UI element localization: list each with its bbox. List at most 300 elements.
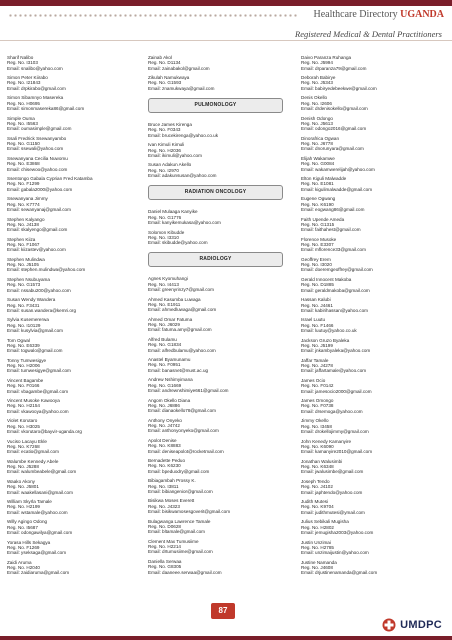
registration-number: Reg. No. F3431 xyxy=(7,302,40,308)
practitioner-name: Clement Max Tumusiime xyxy=(148,538,199,544)
practitioner-name: Simon Peter Kiirabo xyxy=(7,75,48,81)
practitioner-email: Email: banasnet@must.ac.ug xyxy=(148,367,209,373)
practitioner-entry xyxy=(301,176,446,192)
practitioner-name: Zainab Akol xyxy=(148,55,173,60)
registration-number: Reg. No. J6886 xyxy=(148,402,180,408)
practitioner-entry xyxy=(148,478,283,494)
practitioner-name: Faith Upende Ameda xyxy=(301,216,345,222)
practitioner-entry xyxy=(7,156,137,172)
practitioner-entry xyxy=(301,418,446,434)
practitioner-email: Email: ecatio@gmail.com xyxy=(7,449,59,455)
practitioner-email: Email: japhtendo@yahoo.com xyxy=(301,489,363,495)
practitioner-entry xyxy=(148,559,283,575)
practitioner-entry xyxy=(301,439,446,455)
registration-number: Reg. No. I5687 xyxy=(7,524,38,530)
practitioner-email: Email: jwalusimbe@gmail.com xyxy=(301,469,364,475)
practitioner-name: Elijah Wakamwe xyxy=(301,155,335,161)
registration-number: Reg. No. J5105 xyxy=(7,262,39,268)
registration-number: Reg. No. K7268 xyxy=(7,443,40,449)
practitioner-entry xyxy=(301,459,446,475)
practitioner-name: Jackson Gruzo Byaleka xyxy=(301,337,350,343)
registration-number: Reg. No. K6090 xyxy=(301,443,334,449)
registration-number: Reg. No. F1067 xyxy=(7,241,40,247)
practitioner-entry xyxy=(301,237,446,253)
practitioner-email: Email: kabirihassan@yahoo.com xyxy=(301,307,368,313)
practitioner-entry xyxy=(148,418,283,434)
logo-text: UMDPC xyxy=(400,619,442,631)
practitioner-entry xyxy=(7,176,137,192)
practitioner-entry xyxy=(148,55,283,71)
practitioner-entry xyxy=(148,209,283,225)
practitioner-name: Deborah Babirye xyxy=(301,75,336,81)
practitioner-name: John Kenedy Kamanyire xyxy=(301,438,352,444)
practitioner-name: Stephen Kalyango xyxy=(7,216,45,222)
practitioner-email: Email: geraldmakoba@gmail.com xyxy=(301,287,370,293)
practitioner-name: Stephen Mulindwa xyxy=(7,256,45,262)
practitioner-email: Email: susan.wandera@kemri.org xyxy=(7,307,77,313)
page-number: 87 xyxy=(211,603,235,619)
registration-number: Reg. No. E3868 xyxy=(7,161,40,167)
registration-number: Reg. No. J4461 xyxy=(301,302,333,308)
registration-number: Reg. No. K6230 xyxy=(148,463,181,469)
practitioner-name: Ssewanyana Cecilia Nuwomu xyxy=(7,155,68,161)
practitioner-entry xyxy=(7,540,137,556)
practitioner-entry xyxy=(301,479,446,495)
practitioner-email: Email: babiryedebeekwe@gmail.com xyxy=(301,85,377,91)
practitioner-email: Email: wakamwerelijah@yahoo.com xyxy=(301,166,375,172)
registration-number: Reg. No. G0084 xyxy=(301,161,335,167)
registration-number: Reg. No. J6778 xyxy=(301,141,333,147)
practitioner-entry xyxy=(148,438,283,454)
practitioner-entry xyxy=(7,55,137,71)
registration-number: Reg. No. F1466 xyxy=(301,322,334,328)
practitioner-entry xyxy=(301,156,446,172)
practitioner-entry xyxy=(148,317,283,333)
practitioner-entry xyxy=(148,377,283,393)
registration-number: Reg. No. D1885 xyxy=(301,282,334,288)
practitioner-entry xyxy=(301,519,446,535)
practitioner-name: Stephen Nsubuyama xyxy=(7,277,50,283)
practitioner-entry xyxy=(301,277,446,293)
practitioner-entry xyxy=(7,418,137,434)
practitioner-name: Denis Okello xyxy=(301,95,328,101)
specialty-heading: RADIOLOGY xyxy=(148,252,283,267)
bottom-accent-bar xyxy=(0,636,452,640)
practitioner-name: Sylvia Kusemererwa xyxy=(7,317,49,323)
practitioner-email: Email: odongawilya@gmail.com xyxy=(7,529,73,535)
practitioner-name: Simon Sibamnyo Masereka xyxy=(7,95,64,101)
practitioner-email: Email: ssewali@yahoo.com xyxy=(7,146,64,152)
registration-number: Reg. No. F0142 xyxy=(301,383,334,389)
practitioner-name: Bibiagambah Prossy K. xyxy=(148,478,196,484)
column-1 xyxy=(7,55,137,580)
practitioner-name: Sharif Nalibo xyxy=(7,55,34,60)
practitioner-name: Vincent Musoke Kawooya xyxy=(7,398,60,404)
practitioner-name: Alfred Bulamu xyxy=(148,336,177,342)
practitioner-email: Email: kusylvia@gmail.com xyxy=(7,328,63,334)
practitioner-email: Email: simonmasereka86@gmail.com xyxy=(7,105,85,111)
registration-number: Reg. No. G1669 xyxy=(148,382,182,388)
registration-number: Reg. No. J5199 xyxy=(301,342,333,348)
practitioner-name: Willy Agingo Odong xyxy=(7,519,48,525)
practitioner-email: Email: judithmutesi@ymail.com xyxy=(301,509,365,515)
registration-number: Reg. No. I4413 xyxy=(148,281,179,287)
practitioner-email: Email: chisewoo@yahoo.com xyxy=(7,166,68,172)
column-3 xyxy=(301,55,446,580)
registration-number: Reg. No. K6348 xyxy=(301,464,334,470)
practitioner-email: Email: walumbeabele@gmail.com xyxy=(7,469,77,475)
practitioner-entry xyxy=(7,75,137,91)
registration-number: Reg. No. H2199 xyxy=(7,504,40,510)
practitioner-name: Vincent Bagambe xyxy=(7,378,44,383)
practitioner-name: Susan Adakun Akello xyxy=(148,162,192,168)
registration-number: Reg. No. D0628 xyxy=(148,523,181,529)
practitioner-entry xyxy=(148,75,283,91)
practitioner-name: Julius Sebikali Mugisha xyxy=(301,519,349,525)
practitioner-name: Ssali Fredrick Ssewanyambo xyxy=(7,135,67,141)
practitioner-email: Email: eogwang86@gmail.com xyxy=(301,206,365,212)
practitioner-email: Email: mflorence33@gmail.com xyxy=(301,247,366,253)
registration-number: Reg. No. K7774 xyxy=(7,201,40,207)
practitioner-name: Ssewanyana Jimmy xyxy=(7,196,48,202)
practitioner-email: Email: ahmedluwaga@gmail.com xyxy=(148,307,217,313)
registration-number: Reg. No. K9704 xyxy=(301,504,334,510)
practitioner-email: Email: znamukwaya@gmail.com xyxy=(148,85,215,91)
practitioner-entry xyxy=(148,539,283,555)
registration-number: Reg. No. I3020 xyxy=(301,262,332,268)
practitioner-email: Email: fatuma.amy@gmail.com xyxy=(148,327,212,333)
registration-number: Reg. No. J4278 xyxy=(301,363,333,369)
practitioner-entry xyxy=(301,499,446,515)
practitioner-entry xyxy=(301,560,446,576)
registration-number: Reg. No. I21843 xyxy=(7,80,41,86)
practitioner-email: Email: odongo2016@gmail.com xyxy=(301,126,367,132)
registration-number: Reg. No. H2036 xyxy=(148,147,181,153)
registration-number: Reg. No. J5288 xyxy=(7,464,39,470)
practitioner-email: Email: brucekirenga@yahoo.co.uk xyxy=(148,132,219,138)
practitioner-entry xyxy=(7,196,137,212)
directory-title-accent: UGANDA xyxy=(400,9,444,20)
practitioner-email: Email: sewanyanaj@gmail.com xyxy=(7,206,71,212)
practitioner-email: Email: zaidiaruma@gmail.com xyxy=(7,570,70,576)
practitioner-email: Email: nssabu200@yahoo.com xyxy=(7,287,71,293)
registration-number: Reg. No. I2970 xyxy=(148,167,179,173)
logo-mark-icon xyxy=(382,618,396,632)
practitioner-email: Email: alfredbulamu@yahoo.com xyxy=(148,347,216,353)
practitioner-name: Justine Namanda xyxy=(301,559,337,565)
registration-number: Reg. No. G1573 xyxy=(7,282,41,288)
registration-number: Reg. No. H2785 xyxy=(301,544,334,550)
practitioner-name: Solomon Kibudde xyxy=(148,229,185,235)
practitioner-entry xyxy=(7,257,137,273)
practitioner-email: Email: jaffartamale@yahoo.com xyxy=(301,368,367,374)
practitioner-name: Jonathan Walusimbi xyxy=(301,458,343,464)
practitioner-entry xyxy=(148,398,283,414)
practitioner-entry xyxy=(301,297,446,313)
registration-number: Reg. No. F0738 xyxy=(301,403,334,409)
practitioner-entry xyxy=(148,230,283,246)
registration-number: Reg. No. J5994 xyxy=(301,60,333,66)
practitioner-name: Bernadette Peduo xyxy=(148,458,186,464)
practitioner-entry xyxy=(7,560,137,576)
practitioner-name: Andrew Nshimyimana xyxy=(148,377,193,383)
practitioner-entry xyxy=(7,398,137,414)
practitioner-entry xyxy=(7,95,137,111)
practitioner-name: Joseph Tendo xyxy=(301,478,330,484)
practitioner-email: Email: dianaokello78@gmail.com xyxy=(148,408,216,414)
practitioner-email: Email: unzimaijustin@yahoo.com xyxy=(301,550,369,556)
practitioner-email: Email: jnkambyaleka@yahoo.com xyxy=(301,348,371,354)
top-accent-bar xyxy=(0,0,452,6)
specialty-heading: RADIATION ONCOLOGY xyxy=(148,185,283,200)
registration-number: Reg. No. H0695 xyxy=(7,100,40,106)
registration-number: Reg. No. J4138 xyxy=(7,221,39,227)
practitioner-entry xyxy=(301,378,446,394)
practitioner-entry xyxy=(7,297,137,313)
dotted-rule xyxy=(8,14,298,17)
practitioner-entry xyxy=(7,499,137,515)
registration-number: Reg. No. G1593 xyxy=(148,80,182,86)
practitioner-email: Email: tumwesigye@gmail.com xyxy=(7,368,71,374)
practitioner-name: Daniella Serwaa xyxy=(148,559,182,565)
practitioner-email: Email: adakunsusan@yahoo.com xyxy=(148,173,217,179)
practitioner-name: Simple Ouma xyxy=(7,115,35,121)
practitioner-entry xyxy=(148,357,283,373)
practitioner-name: Zaidi Aruma xyxy=(7,559,32,565)
practitioner-email: Email: bibiangenior@gmail.com xyxy=(148,488,213,494)
practitioner-entry xyxy=(148,142,283,158)
practitioner-name: Tonny Tumwesigye xyxy=(7,357,47,363)
registration-number: Reg. No. G1776 xyxy=(148,214,182,220)
practitioner-name: Judith Mutesi xyxy=(301,499,329,505)
practitioner-entry xyxy=(148,297,283,313)
registration-number: Reg. No. I10129 xyxy=(7,322,41,328)
practitioner-name: Florence Musoke xyxy=(301,236,337,242)
practitioner-entry xyxy=(301,540,446,556)
practitioner-email: Email: kiizastev@yahoo.com xyxy=(7,247,66,253)
practitioner-entry xyxy=(148,337,283,353)
column-2 xyxy=(148,55,283,579)
registration-number: Reg. No. F1269 xyxy=(7,544,40,550)
practitioner-entry xyxy=(301,196,446,212)
registration-number: Reg. No. H2040 xyxy=(7,564,40,570)
practitioner-entry xyxy=(301,358,446,374)
practitioner-name: Waako Akony xyxy=(7,478,35,484)
registration-number: Reg. No. K6190 xyxy=(301,201,334,207)
practitioner-email: Email: ikimuli@yahoo.com xyxy=(148,152,202,158)
practitioner-entry xyxy=(301,75,446,91)
practitioner-name: William Skyrla Tamale xyxy=(7,499,52,505)
practitioner-entry xyxy=(7,479,137,495)
practitioner-entry xyxy=(7,317,137,333)
practitioner-name: Vuciso Lacayu Ekle xyxy=(7,438,47,444)
registration-number: Reg. No. E3307 xyxy=(301,241,334,247)
registration-number: Reg. No. K8883 xyxy=(148,443,181,449)
practitioner-name: Jaffar Tamale xyxy=(301,357,329,363)
registration-number: Reg. No. G1834 xyxy=(148,342,182,348)
registration-number: Reg. No. I3811 xyxy=(148,483,179,489)
registration-number: Reg. No. J5613 xyxy=(301,120,333,126)
practitioner-email: Email: bltamale@gmail.com xyxy=(148,529,205,535)
practitioner-entry xyxy=(7,136,137,152)
practitioner-name: Elton Kiguli Malwadde xyxy=(301,176,347,182)
practitioner-email: Email: gabala2000@yahoo.com xyxy=(7,186,73,192)
practitioner-entry xyxy=(301,257,446,273)
practitioner-email: Email: deniseapolot@rocketmail.com xyxy=(148,448,224,454)
practitioner-email: Email: yseksaga@gmail.com xyxy=(7,550,67,556)
practitioner-entry xyxy=(148,498,283,514)
header-divider xyxy=(0,40,452,41)
practitioner-email: Email: drdenisokello@gmail.com xyxy=(301,105,368,111)
practitioner-entry xyxy=(7,459,137,475)
practitioner-name: Ssentongo Gabala Cyprian Fred Katamba xyxy=(7,176,93,182)
practitioner-email: Email: skibudde@yahoo.com xyxy=(148,240,208,246)
page-subtitle: Registered Medical & Dental Practitioners xyxy=(295,29,442,39)
practitioner-entry xyxy=(7,439,137,455)
practitioner-name: Yorasa Hills Sekagya xyxy=(7,539,51,545)
registration-number: Reg. No. J5801 xyxy=(7,484,39,490)
practitioner-email: Email: snalibo@yahoo.com xyxy=(7,65,63,71)
registration-number: Reg. No. J4608 xyxy=(301,564,333,570)
practitioner-entry xyxy=(301,338,446,354)
practitioner-name: James Omongo xyxy=(301,398,334,404)
registration-number: Reg. No. J4323 xyxy=(148,503,180,509)
practitioner-email: Email: vkawooya@yahoo.com xyxy=(7,408,69,414)
registration-number: Reg. No. I3458 xyxy=(301,423,332,429)
registration-number: Reg. No. H2006 xyxy=(7,363,40,369)
practitioner-email: Email: waakellasani@gmail.com xyxy=(7,489,73,495)
practitioner-email: Email: oumasimple@gmail.com xyxy=(7,126,72,132)
practitioner-name: Bulagwanga Lawrence Tamale xyxy=(148,518,211,524)
practitioner-name: Jimmy Okello xyxy=(301,418,329,424)
practitioner-name: Apolot Denise xyxy=(148,437,177,443)
practitioner-name: James Ocio xyxy=(301,378,326,383)
practitioner-entry xyxy=(7,358,137,374)
practitioner-email: Email: drtumusiime@gmail.com xyxy=(148,549,213,555)
practitioner-entry xyxy=(301,398,446,414)
practitioner-email: Email: zainabakol@gmail.com xyxy=(148,65,210,71)
practitioner-email: Email: luutuy@yahoo.co.uk xyxy=(301,328,357,334)
registration-number: Reg. No. I2606 xyxy=(301,100,332,106)
practitioner-name: Tom Ogwal xyxy=(7,337,30,343)
practitioner-email: Email: dnorunyara@gmail.com xyxy=(301,146,364,152)
practitioner-name: Zikulah Namukwaya xyxy=(148,75,190,81)
registration-number: Reg. No. I5563 xyxy=(7,120,38,126)
practitioner-entry xyxy=(148,458,283,474)
practitioner-name: Bisikwa Moses Everett xyxy=(148,498,195,504)
practitioner-email: Email: kigulimalwadde@gmail.com xyxy=(301,186,373,192)
directory-title xyxy=(313,9,444,20)
practitioner-email: Email: stephen.mulindwa@yahoo.com xyxy=(7,267,86,273)
practitioner-entry xyxy=(301,55,446,71)
practitioner-name: Anastel Byamunamu xyxy=(148,357,191,363)
practitioner-name: Violet Korutaro xyxy=(7,418,38,424)
practitioner-email: Email: drparanza79@gmail.com xyxy=(301,65,367,71)
practitioner-name: Walumbe Kennedy Abele xyxy=(7,458,59,464)
practitioner-name: Ahmed Kasumba Luwaga xyxy=(148,296,201,302)
registration-number: Reg. No. D1134 xyxy=(148,60,181,66)
practitioner-name: Ahmed Omar Fatuma xyxy=(148,316,193,322)
practitioner-entry xyxy=(7,237,137,253)
directory-title-prefix: Healthcare Directory xyxy=(313,9,398,20)
practitioner-email: Email: togwalo@gmail.com xyxy=(7,348,63,354)
practitioner-name: Angom Okello Diana xyxy=(148,397,191,403)
registration-number: Reg. No. J5343 xyxy=(301,80,333,86)
registration-number: Reg. No. E1911 xyxy=(148,301,181,307)
practitioner-email: Email: bpeduodry@gmail.com xyxy=(148,468,210,474)
practitioner-email: Email: wstamale@yahoo.com xyxy=(7,509,68,515)
registration-number: Reg. No. H3025 xyxy=(7,423,40,429)
practitioner-name: Justin Unzimai xyxy=(301,539,331,545)
practitioner-name: Agnes Kyomuhangi xyxy=(148,276,188,282)
practitioner-email: Email: anthonyonyeko@gmail.com xyxy=(148,428,219,434)
practitioner-name: Stephen Kiiza xyxy=(7,236,36,242)
registration-number: Reg. No. J6029 xyxy=(148,322,180,328)
practitioner-entry xyxy=(148,162,283,178)
practitioner-name: Geoffrey Erem xyxy=(301,256,331,262)
practitioner-entry xyxy=(7,519,137,535)
registration-number: Reg. No. F0343 xyxy=(148,127,181,133)
practitioner-name: Israel Luutu xyxy=(301,317,326,323)
practitioner-entry xyxy=(301,317,446,333)
practitioner-email: Email: jemugisha2003@yahoo.com xyxy=(301,529,374,535)
practitioner-email: Email: drsemoga@yahoo.com xyxy=(301,408,363,414)
practitioner-entry xyxy=(7,378,137,394)
practitioner-name: Hassan Kalubi xyxy=(301,297,331,303)
practitioner-email: Email: doeremgeoffrey@gmail.com xyxy=(301,267,373,273)
registration-number: Reg. No. I3310 xyxy=(148,234,179,240)
practitioner-entry xyxy=(301,217,446,233)
practitioner-name: Dinorafrica Ogwan xyxy=(301,135,340,141)
practitioner-email: Email: drokellojimmy@gmail.com xyxy=(301,428,369,434)
registration-number: Reg. No. G1315 xyxy=(301,221,335,227)
registration-number: Reg. No. H2802 xyxy=(301,524,334,530)
registration-number: Reg. No. E6339 xyxy=(7,342,40,348)
practitioner-entry xyxy=(148,122,283,138)
practitioner-email: Email: skalyengo@gmail.com xyxy=(7,227,68,233)
practitioner-entry xyxy=(7,338,137,354)
practitioner-email: Email: greenyrinzy7@gmail.com xyxy=(148,287,214,293)
practitioner-entry xyxy=(7,277,137,293)
registration-number: Reg. No. J4742 xyxy=(148,423,180,429)
registration-number: Reg. No. F0951 xyxy=(148,362,181,368)
registration-number: Reg. No. J4102 xyxy=(301,484,333,490)
practitioner-email: Email: drjustinenamanda@gmail.com xyxy=(301,570,378,576)
specialty-heading: PULMONOLOGY xyxy=(148,98,283,113)
practitioner-entry xyxy=(148,276,283,292)
practitioner-name: Gerald Innocent Makoba xyxy=(301,277,352,283)
registration-number: Reg. No. H2154 xyxy=(7,403,40,409)
practitioner-email: Email: andrewnshimiye661@gmail.com xyxy=(148,387,229,393)
practitioner-email: Email: vbagambe@gmail.com xyxy=(7,388,69,394)
practitioner-email: Email: drpkirabo@gmail.com xyxy=(7,85,66,91)
registration-number: Reg. No. I3103 xyxy=(7,60,38,66)
practitioner-email: Email: vkorutaro@bayvir-uganda.org xyxy=(7,428,82,434)
practitioner-entry xyxy=(301,116,446,132)
practitioner-entry xyxy=(7,217,137,233)
practitioner-name: Susan Wendy Wandera xyxy=(7,297,56,303)
practitioner-email: Email: kamanyire2010@gmail.com xyxy=(301,449,373,455)
registration-number: Reg. No. F1299 xyxy=(7,181,40,187)
practitioner-name: Eugene Ogwang xyxy=(301,196,336,202)
practitioner-email: Email: faithahest@gmail.com xyxy=(301,227,361,233)
registration-number: Reg. No. G1150 xyxy=(7,141,40,147)
practitioner-name: Anthony Onyeko xyxy=(148,417,182,423)
practitioner-entry xyxy=(7,116,137,132)
practitioner-name: Daniel Mulaaga Kanyike xyxy=(148,209,198,215)
registration-number: Reg. No. E1081 xyxy=(301,181,334,187)
registration-number: Reg. No. F0166 xyxy=(7,383,40,389)
